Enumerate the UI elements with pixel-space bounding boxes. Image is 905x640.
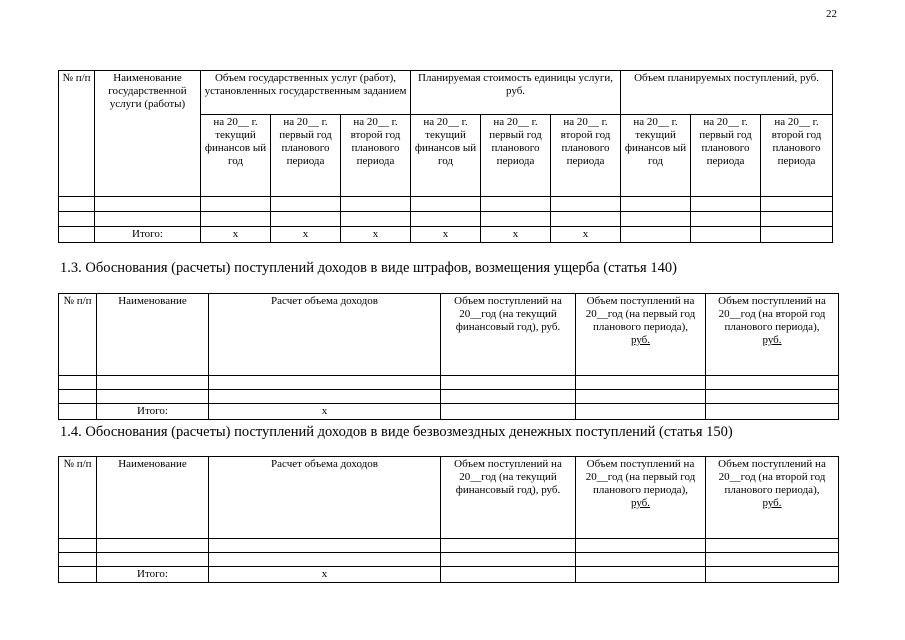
- col-calc-header: Расчет объема доходов: [209, 457, 441, 539]
- total-cell: [621, 227, 691, 243]
- subcol-second-plan-year: на 20__ г. второй год планового периода: [761, 115, 833, 197]
- table-row: [59, 390, 839, 404]
- total-cell: [761, 227, 833, 243]
- total-cell: x: [551, 227, 621, 243]
- total-cell: x: [341, 227, 411, 243]
- unit-label: руб.: [762, 334, 782, 346]
- col-second-plan-year-header: Объем поступлений на 20__год (на второй год планового периода), руб.: [706, 294, 839, 376]
- total-cell: x: [271, 227, 341, 243]
- total-row: [59, 404, 839, 420]
- total-calc-cell: x: [209, 567, 441, 583]
- total-row: [59, 567, 839, 583]
- unit-label: руб.: [630, 334, 651, 346]
- total-label: Итого:: [97, 404, 209, 420]
- total-row: [59, 227, 833, 243]
- services-table: [58, 70, 833, 243]
- subcol-second-plan-year: на 20__ г. второй год планового периода: [551, 115, 621, 197]
- table-row: [59, 539, 839, 553]
- unit-label: руб.: [630, 497, 651, 509]
- col-calc-header: Расчет объема доходов: [209, 294, 441, 376]
- table-row: [59, 197, 833, 212]
- col-first-plan-year-header: Объем поступлений на 20__год (на первый год планового периода), руб.: [576, 457, 706, 539]
- table-row: [59, 212, 833, 227]
- col-first-plan-year-header: Объем поступлений на 20__год (на первый год планового периода), руб.: [576, 294, 706, 376]
- section-heading-1-3: 1.3. Обоснования (расчеты) поступлений доходов в виде штрафов, возмещения ущерба (статья 140): [60, 260, 677, 276]
- subcol-current-year: на 20__ г. текущий финансов ый год: [201, 115, 271, 197]
- subcol-first-plan-year: на 20__ г. первый год планового периода: [481, 115, 551, 197]
- subcol-current-year: на 20__ г. текущий финансов ый год: [411, 115, 481, 197]
- total-cell: x: [411, 227, 481, 243]
- col-num-header: № п/п: [59, 71, 95, 197]
- col-service-name-header: Наименование государственной услуги (работы): [95, 71, 201, 197]
- total-label: Итого:: [95, 227, 201, 243]
- table-row: [59, 553, 839, 567]
- col-name-header: Наименование: [97, 294, 209, 376]
- subcol-second-plan-year: на 20__ г. второй год планового периода: [341, 115, 411, 197]
- unit-label: руб.: [762, 497, 782, 509]
- total-calc-cell: x: [209, 404, 441, 420]
- page-number: 22: [826, 8, 837, 20]
- section-heading-1-4: 1.4. Обоснования (расчеты) поступлений доходов в виде безвозмездных денежных поступлений (статья 150): [60, 424, 733, 440]
- subcol-first-plan-year: на 20__ г. первый год планового периода: [691, 115, 761, 197]
- col-num-header: № п/п: [59, 457, 97, 539]
- col-name-header: Наименование: [97, 457, 209, 539]
- fines-income-table: [58, 293, 839, 420]
- group-revenue-header: Объем планируемых поступлений, руб.: [621, 71, 833, 115]
- col-current-year-header: Объем поступлений на 20__год (на текущий финансовый год), руб.: [441, 457, 576, 539]
- group-volume-header: Объем государственных услуг (работ), установленных государственным заданием: [201, 71, 411, 115]
- gratuitous-income-table: [58, 456, 839, 583]
- group-cost-header: Планируемая стоимость единицы услуги, руб.: [411, 71, 621, 115]
- total-cell: [691, 227, 761, 243]
- subcol-current-year: на 20__ г. текущий финансов ый год: [621, 115, 691, 197]
- total-label: Итого:: [97, 567, 209, 583]
- total-cell: x: [481, 227, 551, 243]
- total-cell: x: [201, 227, 271, 243]
- subcol-first-plan-year: на 20__ г. первый год планового периода: [271, 115, 341, 197]
- col-second-plan-year-header: Объем поступлений на 20__год (на второй год планового периода), руб.: [706, 457, 839, 539]
- col-current-year-header: Объем поступлений на 20__год (на текущий финансовый год), руб.: [441, 294, 576, 376]
- table-row: [59, 376, 839, 390]
- col-num-header: № п/п: [59, 294, 97, 376]
